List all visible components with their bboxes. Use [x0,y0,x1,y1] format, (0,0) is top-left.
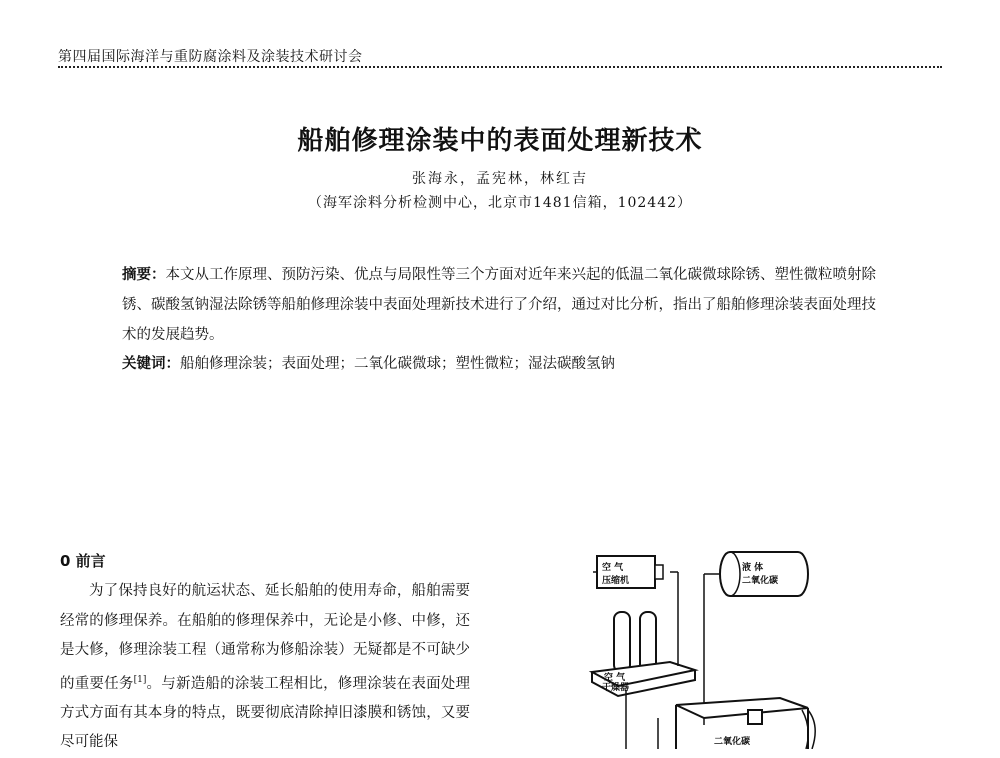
co2-tank [720,552,808,596]
paper-title: 船舶修理涂装中的表面处理新技术 [297,126,703,156]
header-rule [58,66,942,68]
body-text-part-2: 。与新造船的涂装工程相比，修理涂装在表面处理方式方面有其本身的特点，既要彻底清除掉旧漆膜和锈蚀，又要尽可能保 [60,675,471,751]
co2-machine [676,698,808,718]
paper-authors: 张海永，孟宪林，林红吉 [412,171,588,187]
dryer-cylinder-right [640,612,656,672]
dryer-label-1: 空 气 [604,673,626,683]
keywords-text: 船舶修理涂装；表面处理；二氧化碳微球；塑性微粒；湿法碳酸氢钠 [180,356,615,372]
abstract-text: 本文从工作原理、预防污染、优点与局限性等三个方面对近年来兴起的低温二氧化碳微球除锈、塑性微粒喷射除锈、碳酸氢钠湿法除锈等船舶修理涂装中表面处理新技术进行了介绍，通过对比分析，指出了船舶修理涂装表面处理技术的发展趋势。 [122,267,876,343]
section-heading: 0 前言 [60,552,106,570]
abstract-label: 摘要： [122,267,166,283]
compressor-label-1: 空 气 [602,563,624,573]
tank-label-1: 液 体 [742,563,764,573]
reference-marker: [1] [133,674,147,685]
body-text-part-1: 为了保持良好的航运状态、延长船舶的使用寿命，船舶需要经常的修理保养。在船舶的修理保养中，无论是小修、中修，还是大修，修理涂装工程（通常称为修船涂装）无疑都是不可缺少的重要任务 [60,583,470,692]
keywords-label: 关键词： [122,356,180,372]
equipment-diagram [580,540,940,749]
body-paragraph [60,577,470,758]
tank-label-2: 二氧化碳 [742,576,779,586]
section-body [60,577,470,758]
dryer-label-2: 干燥器 [602,683,630,693]
running-header: 第四届国际海洋与重防腐涂料及涂装技术研讨会 [58,49,363,65]
paper-affiliation: （海军涂料分析检测中心，北京市1481信箱，102442） [307,195,693,211]
compressor-label-2: 压缩机 [602,576,630,586]
keywords [122,352,890,373]
machine-label: 二氧化碳 [714,737,751,747]
abstract [122,260,890,350]
machine-panel [748,710,762,724]
dryer-cylinder-left [614,612,630,672]
